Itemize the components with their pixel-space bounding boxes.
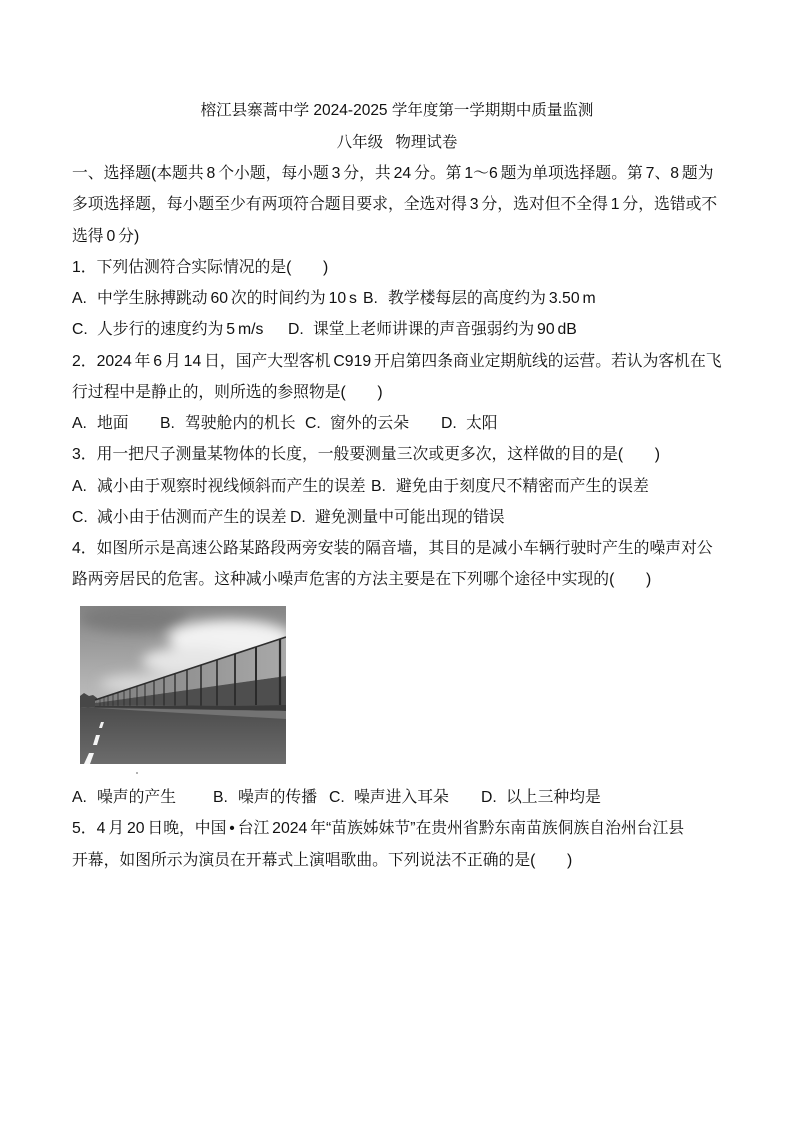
section-line: 选得 0 分): [72, 228, 140, 245]
option-text: 噪声的传播: [238, 789, 317, 806]
option-label: A.: [72, 478, 87, 495]
option-d: [288, 320, 577, 340]
question-stem: 4．如图所示是高速公路某路段两旁安装的隔音墙，其目的是减小车辆行驶时产生的噪声对公: [72, 540, 713, 557]
caption-dot: [136, 772, 138, 774]
option-c: [72, 508, 287, 528]
option-d: [481, 788, 601, 808]
option-text: 噪声的产生: [97, 789, 176, 806]
exam-title: 榕江县寨蒿中学 2024-2025 学年度第一学期期中质量监测: [200, 102, 594, 119]
question-stem: 3．用一把尺子测量某物体的长度，一般要测量三次或更多次，这样做的目的是( ): [72, 446, 660, 463]
exam-subtitle: 八年级 物理试卷: [336, 134, 458, 151]
options-row: [72, 320, 722, 340]
option-label: C.: [305, 415, 321, 432]
option-label: A.: [72, 290, 87, 307]
option-label: D.: [288, 321, 304, 338]
option-a: [72, 788, 176, 808]
option-label: D.: [290, 509, 306, 526]
option-a: [72, 477, 366, 497]
option-text: 课堂上老师讲课的声音强弱约为 90 dB: [313, 321, 577, 338]
options-row: [72, 477, 722, 497]
option-label: B.: [363, 290, 378, 307]
options-row: [72, 289, 722, 309]
option-label: B.: [213, 789, 228, 806]
question-stem: 1．下列估测符合实际情况的是( ): [72, 259, 329, 276]
option-text: 避免测量中可能出现的错误: [315, 509, 505, 526]
option-text: 避免由于刻度尺不精密而产生的误差: [396, 478, 649, 495]
option-text: 以上三种均是: [506, 789, 601, 806]
option-label: A.: [72, 415, 87, 432]
section-line: 多项选择题，每小题至少有两项符合题目要求，全选对得 3 分，选对但不全得 1 分，选错或不: [72, 196, 718, 213]
option-b: [213, 788, 317, 808]
option-c: [305, 414, 409, 434]
question-stem: 2．2024 年 6 月 14 日，国产大型客机 C919 开启第四条商业定期航线的运营。若认为客机在飞: [72, 353, 722, 370]
option-b: [371, 477, 649, 497]
option-b: [363, 289, 596, 309]
option-b: [160, 414, 296, 434]
option-label: D.: [441, 415, 457, 432]
option-text: 中学生脉搏跳动 60 次的时间约为 10 s: [97, 290, 357, 307]
option-text: 人步行的速度约为 5 m/s: [97, 321, 264, 338]
options-row: [72, 788, 722, 808]
option-c: [72, 320, 263, 340]
option-label: C.: [72, 509, 88, 526]
option-d: [290, 508, 505, 528]
option-text: 教学楼每层的高度约为 3.50 m: [388, 290, 596, 307]
question-stem: 行过程中是静止的，则所选的参照物是( ): [72, 384, 383, 401]
option-c: [329, 788, 449, 808]
option-label: C.: [329, 789, 345, 806]
option-text: 太阳: [466, 415, 498, 432]
section-line: 一、选择题(本题共 8 个小题，每小题 3 分，共 24 分。第 1～6 题为单项选择题。第 7、8 题为: [72, 165, 714, 182]
option-text: 减小由于观察时视线倾斜而产生的误差: [97, 478, 366, 495]
option-a: [72, 414, 129, 434]
option-a: [72, 289, 357, 309]
option-label: B.: [160, 415, 175, 432]
option-text: 噪声进入耳朵: [354, 789, 449, 806]
option-text: 驾驶舱内的机长: [185, 415, 296, 432]
option-text: 地面: [97, 415, 129, 432]
question-stem: 开幕，如图所示为演员在开幕式上演唱歌曲。下列说法不正确的是( ): [72, 852, 573, 869]
option-text: 减小由于估测而产生的误差: [97, 509, 287, 526]
question-stem: 路两旁居民的危害。这种减小噪声危害的方法主要是在下列哪个途径中实现的( ): [72, 571, 652, 588]
options-row: [72, 508, 722, 528]
option-text: 窗外的云朵: [330, 415, 409, 432]
sound-barrier-photo: [80, 606, 286, 764]
option-label: D.: [481, 789, 497, 806]
option-label: B.: [371, 478, 386, 495]
options-row: [72, 414, 722, 434]
option-d: [441, 414, 498, 434]
question-stem: 5．4 月 20 日晚，中国 • 台江 2024 年“苗族姊妹节”在贵州省黔东南苗族侗族自治州台江县: [72, 820, 685, 837]
option-label: C.: [72, 321, 88, 338]
option-label: A.: [72, 789, 87, 806]
